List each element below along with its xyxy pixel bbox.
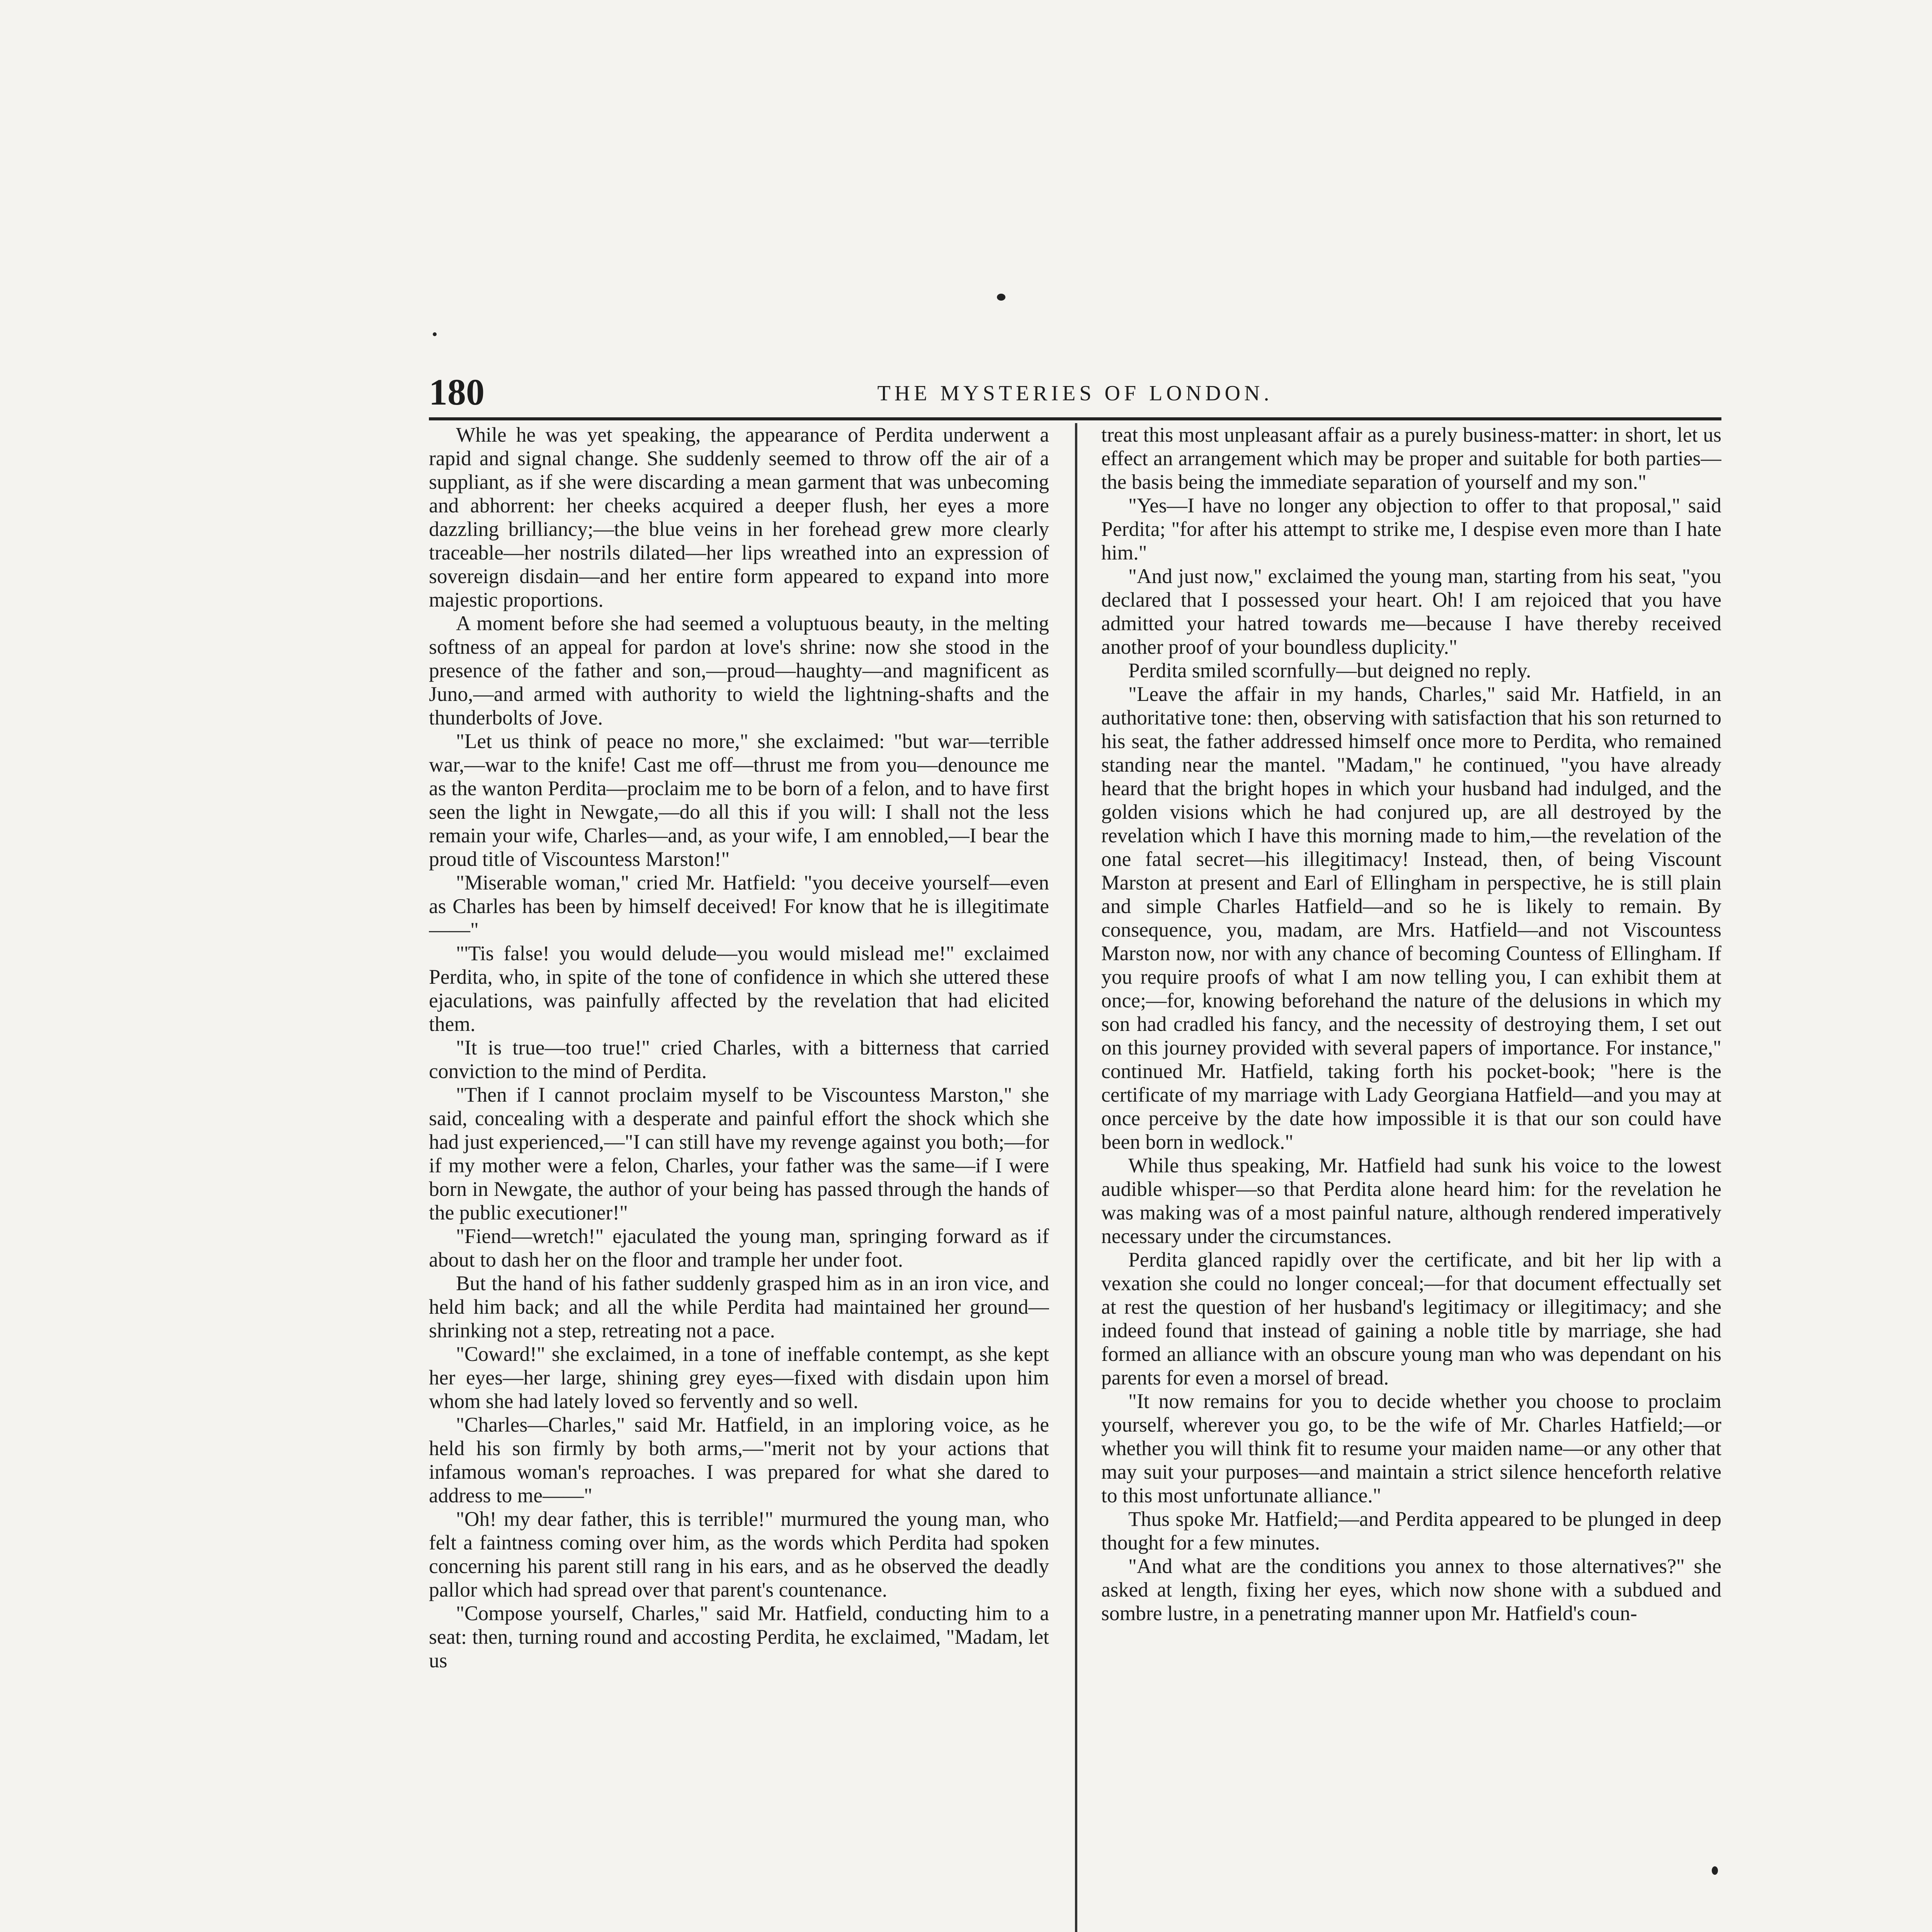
paragraph: A moment before she had seemed a voluptuous beauty, in the melting softness of an appeal for pardon at love's shrine: now she stood in the presence of the father and son,—proud—haughty—and magnificent as Juno,—and armed with authority to wield the lightning-shafts and the thunderbolts of Jove.: [429, 612, 1049, 729]
left-column: [429, 423, 1049, 1932]
paragraph: "And just now," exclaimed the young man, starting from his seat, "you declared that I possessed your heart. Oh! I am rejoiced that you have admitted your hatred towards me—because I have thereby received another proof of your boundless duplicity.": [1101, 565, 1721, 658]
paragraph: But the hand of his father suddenly grasped him as in an iron vice, and held him back; and all the while Perdita had maintained her ground—shrinking not a step, retreating not a pace.: [429, 1272, 1049, 1342]
paragraph: While thus speaking, Mr. Hatfield had sunk his voice to the lowest audible whisper—so that Perdita alone heard him: for the revelation he was making was of a most painful nature, although rendered imperatively necessary under the circumstances.: [1101, 1154, 1721, 1248]
paragraph: "Then if I cannot proclaim myself to be Viscountess Marston," she said, concealing with a desperate and painful effort the shock which she had just experienced,—"I can still have my revenge against you both;—for if my mother were a felon, Charles, your father was the same—if I were born in Newgate, the author of your being has passed through the hands of the public executioner!": [429, 1083, 1049, 1224]
paragraph: "Compose yourself, Charles," said Mr. Hatfield, conducting him to a seat: then, turning round and accosting Perdita, he exclaimed, "Madam, let us: [429, 1602, 1049, 1672]
paragraph: "Fiend—wretch!" ejaculated the young man, springing forward as if about to dash her on the floor and trample her under foot.: [429, 1225, 1049, 1271]
paragraph: "It now remains for you to decide whether you choose to proclaim yourself, wherever you go, to be the wife of Mr. Charles Hatfield;—or whether you will think fit to resume your maiden name—or any other that may suit your purposes—and maintain a strict silence henceforth relative to this most unfortunate alliance.": [1101, 1389, 1721, 1507]
paragraph: "Let us think of peace no more," she exclaimed: "but war—terrible war,—war to the knife! Cast me off—thrust me from you—denounce me as the wanton Perdita—proclaim me to be born of a felon, and to have first seen the light in Newgate,—do all this if you will: I shall not the less remain your wife, Charles—and, as your wife, I am ennobled,—I bear the proud title of Viscountess Marston!": [429, 730, 1049, 871]
paragraph: Perdita smiled scornfully—but deigned no reply.: [1128, 659, 1531, 682]
paragraph: treat this most unpleasant affair as a purely business-matter: in short, let us effect an arrangement which may be proper and suitable for both parties—the basis being the immediate separation of yourself and my son.": [1101, 423, 1721, 493]
paragraph: "Leave the affair in my hands, Charles," said Mr. Hatfield, in an authoritative tone: then, observing with satisfaction that his son returned to his seat, the father addressed himself once more to Perdita, who remained standing near the mantel. "Madam," he continued, "you have already heard that the bright hopes in which your husband had indulged, and the golden visions which he had conjured up, are all destroyed by the revelation which I have this morning made to him,—the revelation of the one fatal secret—his illegitimacy! Instead, then, of being Viscount Marston at present and Earl of Ellingham in perspective, he is still plain and simple Charles Hatfield—and so he is likely to remain. By consequence, you, madam, are Mrs. Hatfield—and not Viscountess Marston now, nor with any chance of becoming Countess of Ellingham. If you require proofs of what I am now telling you, I can exhibit them at once;—for, knowing beforehand the nature of the delusions in which my son had cradled his fancy, and the necessity of destroying them, I set out on this journey provided with several papers of importance. For instance," continued Mr. Hatfield, taking forth his pocket-book; "here is the certificate of my marriage with Lady Georgiana Hatfield—and you may at once perceive by the date how impossible it is that our son could have been born in wedlock.": [1101, 682, 1721, 1153]
paragraph: Thus spoke Mr. Hatfield;—and Perdita appeared to be plunged in deep thought for a few minutes.: [1101, 1507, 1721, 1554]
right-column: [1101, 423, 1721, 1932]
paragraph: "It is true—too true!" cried Charles, with a bitterness that carried conviction to the mind of Perdita.: [429, 1036, 1049, 1083]
paragraph: "Oh! my dear father, this is terrible!" murmured the young man, who felt a faintness coming over him, as the words which Perdita had spoken concerning his parent still rang in his ears, and as he observed the deadly pallor which had spread over that parent's countenance.: [429, 1507, 1049, 1601]
column-divider: [1075, 423, 1077, 1932]
page-header: [429, 371, 1721, 420]
paragraph: While he was yet speaking, the appearance of Perdita underwent a rapid and signal change. She suddenly seemed to throw off the air of a suppliant, as if she were discarding a mean garment that was unbecoming and abhorrent: her cheeks acquired a deeper flush, her eyes a more dazzling brilliancy;—the blue veins in her forehead grew more clearly traceable—her nostrils dilated—her lips wreathed into an expression of sovereign disdain—and her entire form appeared to expand into more majestic proportions.: [429, 423, 1049, 611]
paragraph: "'Tis false! you would delude—you would mislead me!" exclaimed Perdita, who, in spite of the tone of confidence in which she uttered these ejaculations, was painfully affected by the revelation that had elicited them.: [429, 942, 1049, 1036]
ink-speck: [433, 332, 437, 336]
running-title: THE MYSTERIES OF LONDON.: [877, 381, 1273, 405]
page-number: 180: [429, 371, 485, 413]
ink-speck: [997, 294, 1005, 301]
paragraph: "Charles—Charles," said Mr. Hatfield, in an imploring voice, as he held his son firmly by both arms,—"merit not by your actions that infamous woman's reproaches. I was prepared for what she dared to address to me——": [429, 1413, 1049, 1507]
book-page: [429, 371, 1721, 1932]
paragraph: Perdita glanced rapidly over the certificate, and bit her lip with a vexation she could no longer conceal;—for that document effectually set at rest the question of her husband's legitimacy or illegitimacy; and she indeed found that instead of gaining a noble title by marriage, she had formed an alliance with an obscure young man who was dependant on his parents for even a morsel of bread.: [1101, 1248, 1721, 1389]
paragraph: "And what are the conditions you annex to those alternatives?" she asked at length, fixing her eyes, which now shone with a subdued and sombre lustre, in a penetrating manner upon Mr. Hatfield's coun-: [1101, 1554, 1721, 1625]
paragraph: "Yes—I have no longer any objection to offer to that proposal," said Perdita; "for after his attempt to strike me, I despise even more than I hate him.": [1101, 494, 1721, 564]
paragraph: "Coward!" she exclaimed, in a tone of ineffable contempt, as she kept her eyes—her large, shining grey eyes—fixed with disdain upon him whom she had lately loved so fervently and so well.: [429, 1342, 1049, 1413]
paragraph: "Miserable woman," cried Mr. Hatfield: "you deceive yourself—even as Charles has been by himself deceived! For know that he is illegitimate——": [429, 871, 1049, 941]
